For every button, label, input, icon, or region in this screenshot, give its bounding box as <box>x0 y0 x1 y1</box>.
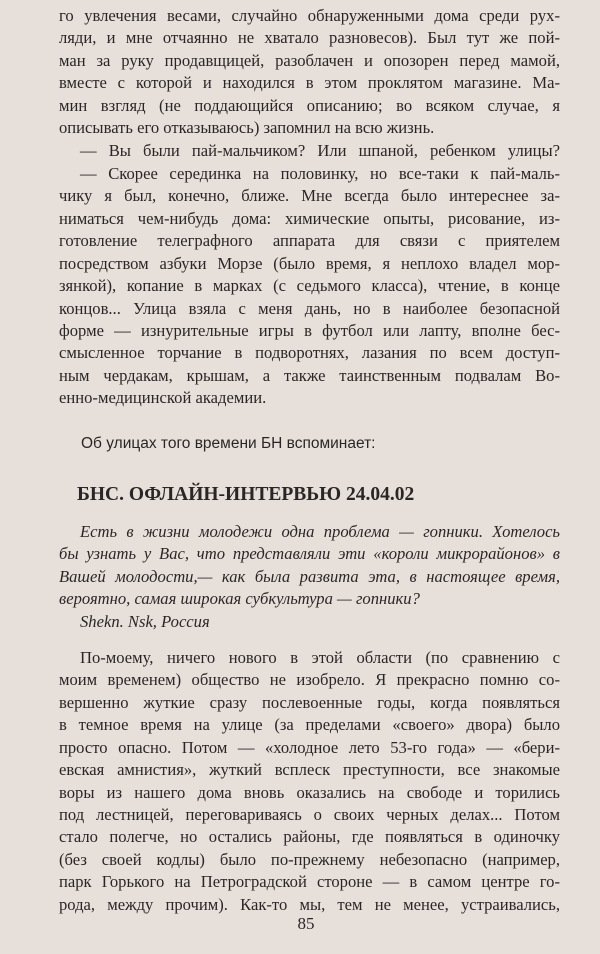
answer-line: (без своей кодлы) было по-прежнему небезопасно (например, <box>59 849 560 869</box>
text-line: — Вы были пай-мальчиком? Или шпаной, ребенком улицы? <box>80 141 560 160</box>
answer-line: моим временем) общество не изобрело. Я прекрасно помню со- <box>59 670 560 690</box>
question-signature: Shekn. Nsk, Россия <box>80 612 210 631</box>
text-line: мин взгляд (не поддающийся описанию; во всяком случае, я <box>59 95 560 115</box>
text-line: ляди, и мне отчаянно не хватало разновесов). Был тут же пой- <box>59 28 560 48</box>
text-line: — Скорее серединка на половинку, но все-таки к пай-маль- <box>80 164 560 183</box>
question-line: Есть в жизни молодежи одна проблема — гопники. Хотелось <box>80 522 560 541</box>
answer-line: вершенно жуткие сразу послевоенные годы, когда появляться <box>59 692 560 712</box>
text-line: ман за руку продавщицей, разоблачен и опозорен перед мамой, <box>59 50 560 70</box>
answer-line: парк Горького на Петроградской стороне — в самом центре го- <box>59 872 560 892</box>
question-line: вероятно, самая широкая субкультура — гопники? <box>59 589 420 609</box>
answer-line: По-моему, ничего нового в этой области (по сравнению с <box>80 648 560 667</box>
answer-line: под лестницей, переговариваясь о своих черных делах... Потом <box>59 804 560 824</box>
text-line: посредством азбуки Морзе (было время, я неплохо владел мор- <box>59 253 560 273</box>
text-line: концов... Улица взяла с меня дань, но в наиболее безопасной <box>59 298 560 318</box>
text-line: ным чердакам, крышам, а также таинственным подвалам Во- <box>59 365 560 385</box>
question-line: бы узнать у Вас, что представляли эти «короли микрорайонов» в <box>59 544 560 564</box>
text-line: чику я был, конечно, ближе. Мне всегда было интереснее за- <box>59 186 560 206</box>
section-heading: БНС. ОФЛАЙН-ИНТЕРВЬЮ 24.04.02 <box>77 484 415 505</box>
text-line: описывать его отказываюсь) запомнил на всю жизнь. <box>59 118 435 138</box>
text-line: готовление телеграфного аппарата для связи с приятелем <box>59 231 560 251</box>
page-number: 85 <box>297 914 315 933</box>
answer-line: рода, между прочим). Как-то мы, тем не менее, устраивались, <box>59 894 560 914</box>
answer-line: стало полегче, но остались районы, где появляться в одиночку <box>59 827 560 847</box>
text-line: го увлечения весами, случайно обнаруженными дома среди рух- <box>59 6 560 25</box>
answer-line: воры из нашего дома вновь оказались на свободе и торились <box>59 782 560 802</box>
question-line: Вашей молодости,— как была развита эта, в настоящее время, <box>59 566 560 586</box>
answer-line: просто опасно. Потом — «холодное лето 53-го года» — «бери- <box>59 737 560 757</box>
text-line: енно-медицинской академии. <box>59 388 267 408</box>
answer-line: евская амнистия», жуткий всплеск преступности, все знакомые <box>59 760 560 780</box>
answer-line: в темное время на улице (за пределами «своего» двора) было <box>59 715 560 735</box>
text-line: смысленное торчание в подворотнях, лазания по всем доступ- <box>59 343 560 363</box>
text-line: зянкой), копание в марках (с седьмого класса), чтение, в конце <box>59 276 560 296</box>
text-line: форме — изнурительные игры в футбол или лапту, вполне бес- <box>59 320 560 340</box>
text-line: вместе с которой и находился в этом проклятом магазине. Ма- <box>59 73 560 93</box>
intro-text: Об улицах того времени БН вспоминает: <box>81 435 376 452</box>
text-line: ниматься чем-нибудь дома: химические опыты, рисование, из- <box>59 208 560 228</box>
